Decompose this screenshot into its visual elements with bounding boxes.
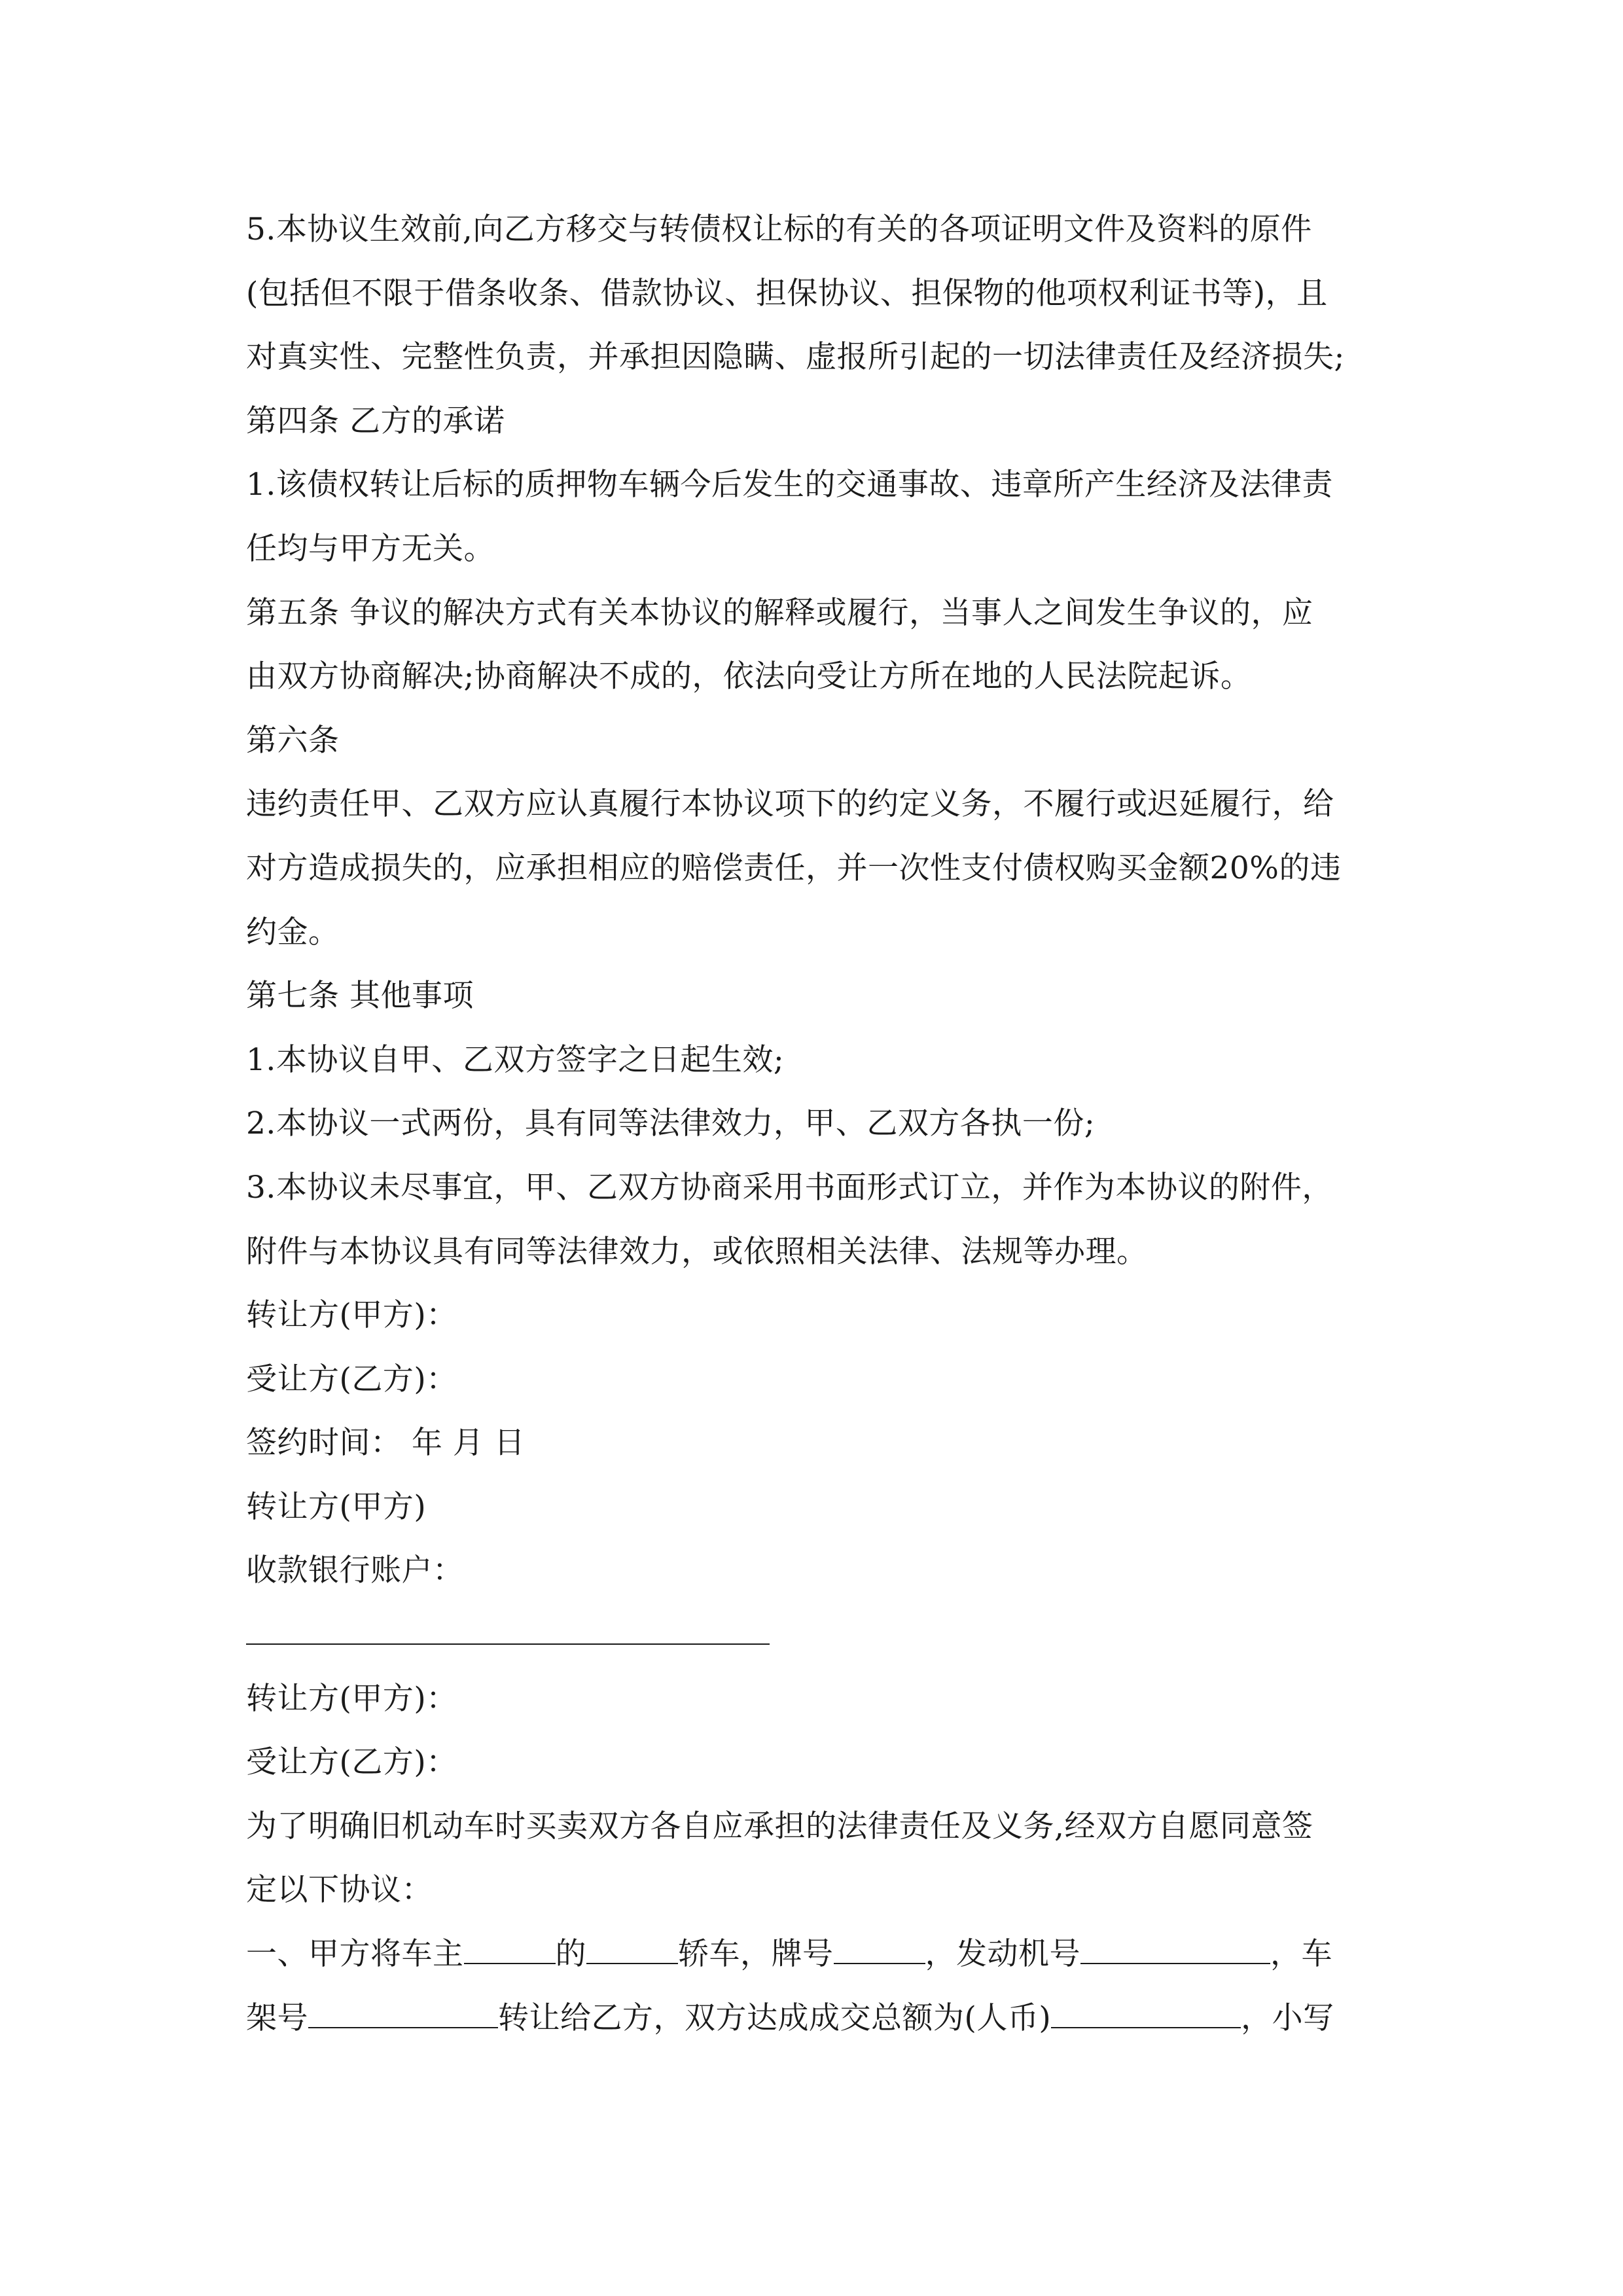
divider-line: [246, 1643, 770, 1645]
paragraph-line: 由双方协商解决;协商解决不成的，依法向受让方所在地的人民法院起诉。: [246, 658, 1252, 695]
clause-text: ，小写: [1241, 2000, 1334, 2036]
plate-number-blank[interactable]: [834, 1937, 925, 1964]
paragraph-line: 对真实性、完整性负责，并承担因隐瞒、虚报所引起的一切法律责任及经济损失;: [246, 339, 1345, 376]
clause-text: 架号: [246, 2000, 308, 2036]
clause-text: ，车: [1270, 1936, 1332, 1973]
transferor-label: 转让方(甲方): [246, 1488, 427, 1525]
article-heading: 第五条 争议的解决方式有关本协议的解释或履行，当事人之间发生争议的，应: [246, 594, 1313, 631]
article-heading: 第四条 乙方的承诺: [246, 403, 505, 439]
paragraph-line: 2.本协议一式两份，具有同等法律效力，甲、乙双方各执一份;: [246, 1105, 1096, 1142]
owner-blank[interactable]: [464, 1937, 556, 1964]
bank-account-label: 收款银行账户：: [246, 1552, 464, 1589]
paragraph-line: 对方造成损失的，应承担相应的赔偿责任，并一次性支付债权购买金额20%的违: [246, 850, 1342, 886]
paragraph-line: 约金。: [246, 914, 340, 950]
signature-transferee: 受让方(乙方)：: [246, 1361, 457, 1397]
paragraph-line: 违约责任甲、乙双方应认真履行本协议项下的约定义务，不履行或迟延履行，给: [246, 786, 1334, 823]
frame-number-blank[interactable]: [308, 2001, 498, 2028]
paragraph-line: 任均与甲方无关。: [246, 530, 495, 567]
signature-transferor: 转让方(甲方)：: [246, 1297, 457, 1334]
clause-one-line: [246, 1922, 1385, 1986]
clause-one-continued: [246, 1986, 1385, 2051]
signing-date: 签约时间： 年 月 日: [246, 1425, 526, 1462]
clause-text: 转让给乙方，双方达成成交总额为(人币): [498, 2000, 1052, 2036]
signature-transferee: 受让方(乙方)：: [246, 1744, 457, 1781]
paragraph-line: 5.本协议生效前,向乙方移交与转债权让标的有关的各项证明文件及资料的原件: [246, 211, 1312, 247]
paragraph-line: 1.本协议自甲、乙双方签字之日起生效;: [246, 1041, 785, 1078]
clause-text: 轿车，牌号: [678, 1936, 834, 1973]
clause-text: ，发动机号: [925, 1936, 1080, 1973]
car-model-blank[interactable]: [586, 1937, 678, 1964]
paragraph-line: 1.该债权转让后标的质押物车辆今后发生的交通事故、违章所产生经济及法律责: [246, 467, 1333, 503]
intro-line: 为了明确旧机动车时买卖双方各自应承担的法律责任及义务,经双方自愿同意签: [246, 1808, 1313, 1844]
section-divider: [246, 1603, 1385, 1667]
paragraph-line: 3.本协议未尽事宜，甲、乙双方协商采用书面形式订立，并作为本协议的附件，: [246, 1169, 1333, 1206]
paragraph-line: (包括但不限于借条收条、借款协议、担保协议、担保物的他项权利证书等)，且: [246, 275, 1328, 312]
signature-transferor: 转让方(甲方)：: [246, 1680, 457, 1717]
total-amount-blank[interactable]: [1051, 2001, 1241, 2028]
clause-text: 一、甲方将车主: [246, 1936, 464, 1973]
engine-number-blank[interactable]: [1080, 1937, 1270, 1964]
intro-line: 定以下协议：: [246, 1872, 433, 1909]
article-heading: 第六条: [246, 722, 340, 759]
paragraph-line: 附件与本协议具有同等法律效力，或依照相关法律、法规等办理。: [246, 1233, 1148, 1270]
clause-text: 的: [555, 1936, 586, 1973]
article-heading: 第七条 其他事项: [246, 978, 474, 1014]
document-body: [246, 198, 1385, 2050]
